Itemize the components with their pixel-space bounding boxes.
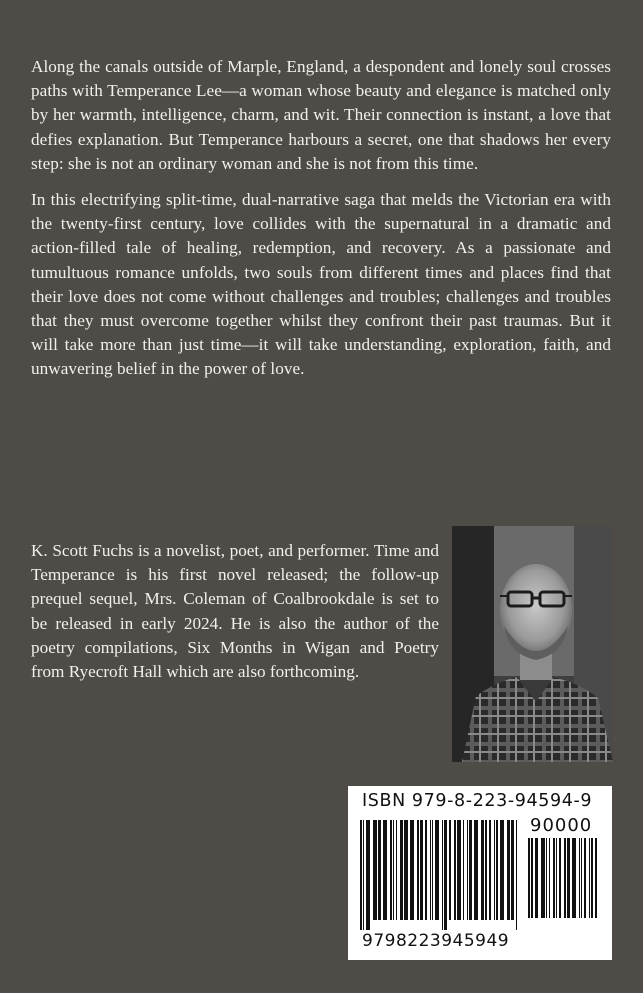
barcode-bar (541, 838, 545, 918)
barcode-bar (430, 820, 431, 920)
barcode-bar (396, 820, 397, 920)
isbn-barcode (348, 786, 612, 960)
barcode-bar (390, 820, 392, 920)
barcode-bar (400, 820, 403, 920)
author-bio: K. Scott Fuchs is a novelist, poet, and performer. Time and Temperance is his first novel released; the follow-up prequel sequel, Mrs. Coleman of Coalbrookdale is set to be released in early 2024. He is also the author of the poetry compilations, Six Months in Wigan and Poetry from Ryecroft Hall which are also forthcoming. (31, 541, 439, 682)
barcode-bar (417, 820, 419, 920)
barcode-bar (579, 838, 580, 918)
barcode-bar (507, 820, 510, 920)
barcode-bar (393, 820, 394, 920)
blurb-paragraph-1: Along the canals outside of Marple, England, a despondent and lonely soul crosses paths with Temperance Lee—a woman whose beauty and elegance is matched only by her warmth, intelligence, charm, and wit. Their connection is instant, a love that defies explanation. But Temperance harbours a secret, one that shadows her every step: she is not an ordinary woman and she is not from this time. (31, 57, 611, 173)
barcode-bar (496, 820, 498, 920)
barcode-bar (373, 820, 377, 920)
barcode-bar (485, 820, 487, 920)
barcode-bar (420, 820, 423, 920)
barcode-bar (432, 820, 433, 920)
barcode-bar (528, 838, 530, 918)
barcode-bar (404, 820, 408, 920)
barcode-bar (363, 820, 364, 930)
barcode-bar (581, 838, 582, 918)
blurb-paragraph-2: In this electrifying split-time, dual-narrative saga that melds the Victorian era with the twenty-first century, love collides with the supernatural in a dramatic and action-filled tale of healing, redemption, and recovery. As a passionate and tumultuous romance unfolds, two souls from different times and places find that their love does not come without challenges and troubles; challenges and troubles that they must overcome together whilst they confront their past traumas. But it will take more than just time—it will take understanding, exploration, faith, and unwavering belief in the power of love. (31, 190, 611, 379)
author-photo-illustration (452, 526, 613, 762)
barcode-bar (567, 838, 570, 918)
barcode-bar (549, 838, 550, 918)
barcode-bar (556, 838, 557, 918)
barcode-bar (481, 820, 484, 920)
barcode-bar (584, 838, 586, 918)
isbn-label: ISBN 979-8-223-94594-9 (362, 791, 593, 811)
ean-barcode-bars (360, 820, 522, 930)
barcode-bar (511, 820, 514, 920)
barcode-bar (572, 838, 576, 918)
barcode-bar (454, 820, 456, 920)
barcode-bar (531, 838, 533, 918)
ean-digits: 9798223945949 (362, 931, 510, 951)
barcode-bar (467, 820, 468, 920)
back-cover-blurb (31, 55, 611, 394)
barcode-bar (360, 820, 362, 930)
price-addon-code: 90000 (530, 815, 593, 836)
barcode-bar (553, 838, 555, 918)
barcode-bar (591, 838, 593, 918)
barcode-bar (469, 820, 472, 920)
barcode-bar (449, 820, 451, 920)
barcode-bar (564, 838, 566, 918)
barcode-bar (366, 820, 370, 930)
barcode-bar (474, 820, 478, 920)
barcode-bar (595, 838, 597, 918)
barcode-bar (516, 820, 517, 930)
barcode-bar (589, 838, 590, 918)
barcode-bar (378, 820, 381, 920)
addon-barcode-bars (528, 838, 602, 928)
barcode-bar (435, 820, 439, 920)
barcode-bar (489, 820, 491, 920)
author-photo (452, 526, 613, 762)
barcode-bar (425, 820, 427, 920)
barcode-bar (463, 820, 464, 920)
barcode-bar (442, 820, 443, 930)
barcode-bar (457, 820, 461, 920)
barcode-bar (410, 820, 414, 920)
barcode-bar (383, 820, 387, 920)
barcode-bar (500, 820, 504, 920)
barcode-bar (444, 820, 447, 930)
barcode-bar (535, 838, 538, 918)
barcode-bar (546, 838, 547, 918)
barcode-bar (494, 820, 495, 920)
barcode-bar (559, 838, 561, 918)
